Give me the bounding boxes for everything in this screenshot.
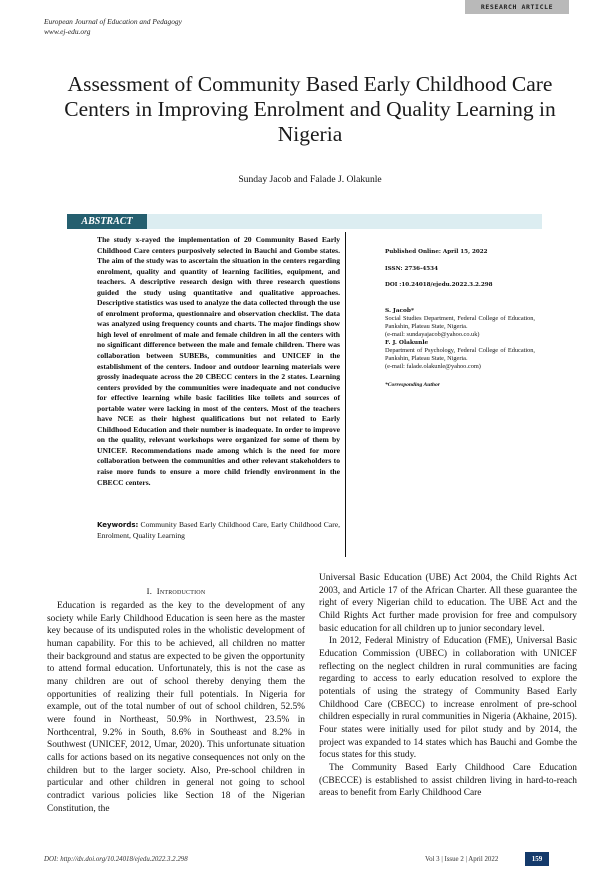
author2-email[interactable]: (e-mail: falade.olakunle@yahoo.com) <box>385 363 481 370</box>
section-number: I. <box>146 586 153 596</box>
section-title: Introduction <box>156 586 206 596</box>
footer-volume-issue: Vol 3 | Issue 2 | April 2022 <box>425 856 499 863</box>
journal-url[interactable]: www.ej-edu.org <box>44 27 91 36</box>
issn: ISSN: 2736-4534 <box>385 265 438 272</box>
section-heading-introduction <box>47 586 305 596</box>
column-divider <box>345 232 346 557</box>
corresponding-author-note: *Corresponding Author <box>385 382 440 388</box>
abstract-label: ABSTRACT <box>67 214 147 229</box>
author2-name: F. J. Olakunle <box>385 340 429 346</box>
author1-name: S. Jacob* <box>385 308 414 314</box>
article-title: Assessment of Community Based Early Childhood Care Centers in Improving Enrolment and Quality Learning in Nigeria <box>64 72 556 146</box>
published-date: Published Online: April 15, 2022 <box>385 249 488 255</box>
article-info-sidebar <box>385 248 535 389</box>
keywords-list: Community Based Early Childhood Care, Early Childhood Care, Enrolment, Quality Learning <box>97 520 340 540</box>
article-authors: Sunday Jacob and Falade J. Olakunle <box>238 174 382 185</box>
abstract-text: The study x-rayed the implementation of 20 Community Based Early Childhood Care centers purposively selected in Bauchi and Gombe states. The aim of the study was to ascertain the situation in the centers regarding enrolment, quality and quantity of learning facilities, equipment, and teachers. A descriptive research design with three research questions guided the study using quantitative and qualitative approaches. Descriptive statistics was used to analyze the data collected through the use of enrolment proforma, questionnaire and observation checklist. The data was analyzed using frequency counts and charts. The major findings show high level of enrolment of male and female children in all the centers with no significant difference between the male and female children. There was collaboration between SUBEBs, communities and UNICEF in the establishment of the centers. Indoor and outdoor learning materials were grossly inadequate across the 20 CBECC centers in the 2 states. Learning centers provided by the communities were inadequate and not conducive for effective learning while basic facilities like toilets and sources of portable water were lacking in most of the centers. Most of the teachers have NCE as their highest qualifications but not related to Early Childhood Education and their number is inadequate. In order to improve on the quality, relevant workshops were organized for some of them by UNICEF. Recommendations made among which is the need for more collaboration between the communities and other relevant stakeholders to raise more funds to ensure a more child friendly environment in the CBECC centers. <box>97 235 340 487</box>
keywords <box>97 520 340 541</box>
article-doi[interactable]: DOI :10.24018/ejedu.2022.3.2.298 <box>385 282 493 288</box>
journal-header <box>44 17 182 37</box>
journal-name: European Journal of Education and Pedagogy <box>44 17 182 26</box>
paragraph: Universal Basic Education (UBE) Act 2004, the Child Rights Act 2003, and Article 17 of the African Charter. All these guarantee the right of every Nigerian child to education. The UBE Act and the Child Rights Act further made provision for free and compulsory basic education for all children up to junior secondary level. <box>319 573 577 634</box>
paragraph: Education is regarded as the key to the development of any society while Early Childhood Education is seen here as the master key because of its undisputed roles in the wholistic development of human capability. For this to be achieved, all children no matter their background and status are expected to be given the opportunity to attend formal education. Unfortunately, this is not the case as many children are out of school thereby denying them the opportunities of realizing their full potentials. In Nigeria for example, out of the total number of out of school children, 52.5% were found in Northeast, 50.9% in Northwest, 23.5% in Northcentral, 9.2% in South, 8.6% in Southeast and 8.2% in Southwest (UNICEF, 2012, Umar, 2020). This unfortunate situation calls for actions based on its negative consequences not only on the children but to the larger society. Also, Pre-school children in particular and other children in general not going to school contradict various policies like Section 18 of the Nigerian Constitution, the <box>47 601 305 814</box>
paragraph: The Community Based Early Childhood Care Education (CBECCE) is established to assist children living in hard-to-reach areas to benefit from Early Childhood Care <box>319 762 577 799</box>
body-column-left <box>47 600 305 815</box>
author1-affiliation: Social Studies Department, Federal College of Education, Pankshin, Plateau State, Nigeria. <box>385 315 535 330</box>
page-number: 159 <box>525 852 549 866</box>
author1-email[interactable]: (e-mail: sundayajacob@yahoo.co.uk) <box>385 331 480 338</box>
research-article-badge: RESEARCH ARTICLE <box>465 0 569 14</box>
body-column-right <box>319 572 577 800</box>
paragraph: In 2012, Federal Ministry of Education (FME), Universal Basic Education Commission (UBEC) in collaboration with UNICEF reflecting on the neglect children in rural communities are facing regarding to access to early education resolved to explore the potentials of using the strategy of Community Based Early Childhood Care (CBECC) to increase enrolment of pre-school children especially in rural communities in Nigeria (Akhaine, 2015). Four states were initially used for pilot study and by 2014, the project was expanded to 14 states which has Bauchi and Gombe the focus states for this study. <box>319 636 577 761</box>
author2-affiliation: Department of Psychology, Federal College of Education, Pankshin, Plateau State, Nigeria. <box>385 347 535 362</box>
keywords-label: Keywords: <box>97 521 139 529</box>
footer-doi-link[interactable]: DOI: http://dx.doi.org/10.24018/ejedu.2022.3.2.298 <box>44 856 188 863</box>
